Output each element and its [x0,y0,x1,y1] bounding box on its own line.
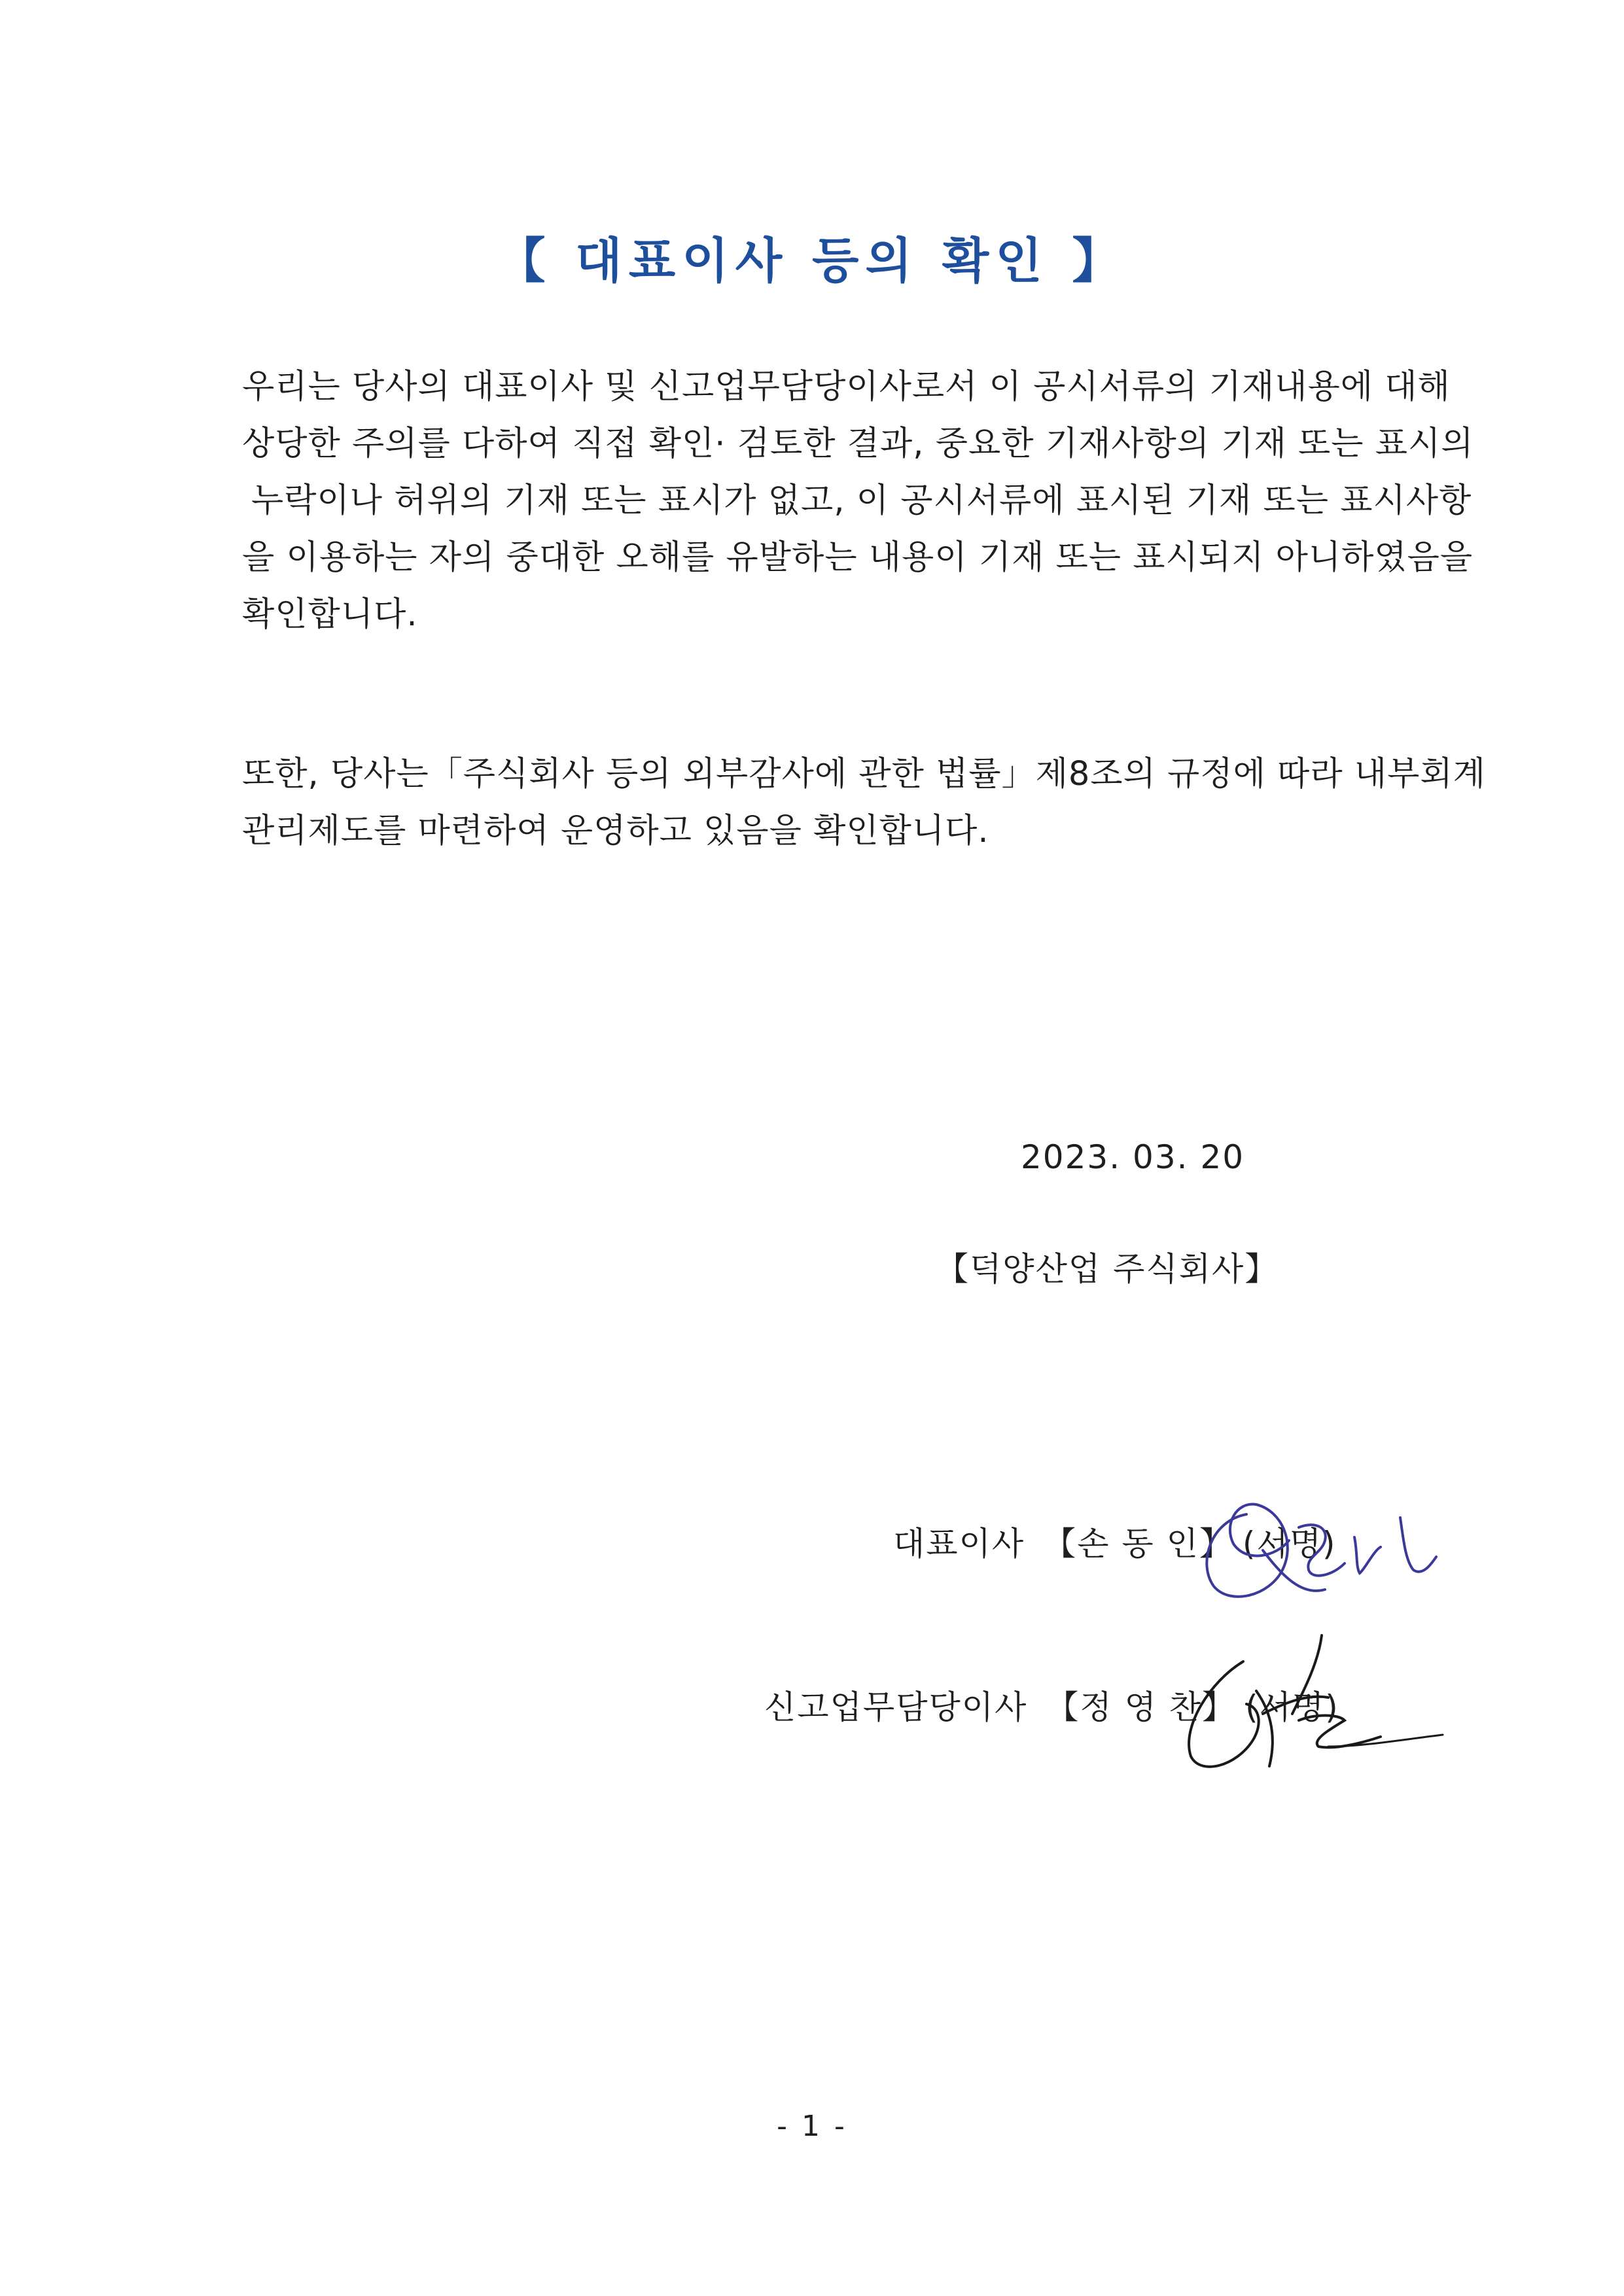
signature-stroke [1292,1635,1322,1714]
confirmation-paragraph [242,358,1474,643]
paragraph-line: 또한, 당사는「주식회사 등의 외부감사에 관한 법률」제8조의 규정에 따라 내부회계 [242,755,1486,793]
signatory-role: 신고업무담당이사 [764,1688,1028,1726]
signature-stroke [1299,1716,1381,1748]
signature-stroke [1400,1518,1436,1572]
signature-label: (서명) [1242,1525,1337,1563]
internal-control-paragraph [242,746,1486,860]
paragraph-line: 확인합니다. [242,595,418,634]
signature-label: (서명) [1245,1688,1339,1726]
signatory-role: 대표이사 [893,1525,1025,1563]
signatory-name: 【정 영 찬】 [1046,1688,1237,1726]
page-number: - 1 - [777,2110,847,2143]
document-title: 【 대표이사 등의 확인 】 [497,233,1127,289]
paragraph-line: 상당한 주의를 다하여 직접 확인· 검토한 결과, 중요한 기재사항의 기재 또는 표시의 [242,425,1474,463]
signatory-name: 【손 동 인】 [1043,1525,1233,1563]
paragraph-line: 을 이용하는 자의 중대한 오해를 유발하는 내용이 기재 또는 표시되지 아니하였음을 [242,538,1474,577]
paragraph-line: 우리는 당사의 대표이사 및 신고업무담당이사로서 이 공시서류의 기재내용에 대해 [242,368,1451,406]
director-handwritten-signature [1165,1616,1446,1786]
signature-stroke [1354,1537,1381,1573]
signature-stroke [1207,1505,1289,1597]
signature-stroke [1299,1525,1345,1576]
company-name: 【덕양산업 주식회사】 [936,1250,1279,1288]
ceo-handwritten-signature [1184,1465,1446,1616]
paragraph-line: 관리제도를 마련하여 운영하고 있음을 확인합니다. [242,812,989,850]
signature-stroke [1189,1661,1259,1767]
paragraph-line: 누락이나 허위의 기재 또는 표시가 없고, 이 공시서류에 표시된 기재 또는 표시사항 [251,481,1472,520]
document-date: 2023. 03. 20 [1021,1138,1245,1176]
